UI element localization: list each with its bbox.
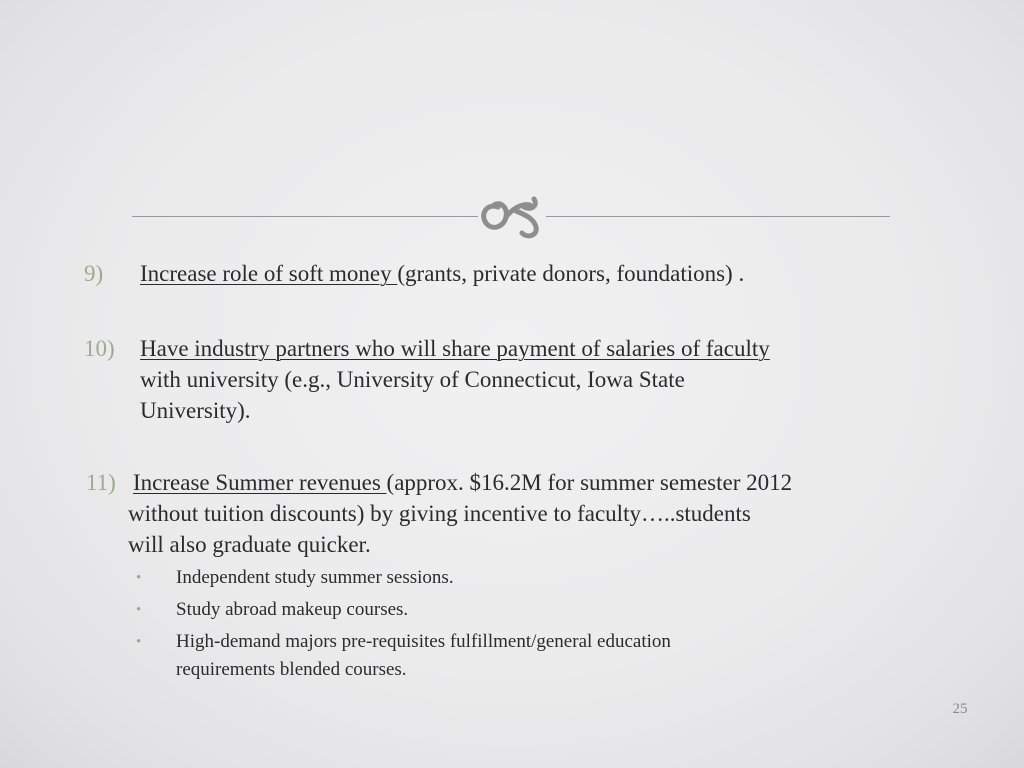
- bullet-icon: •: [136, 570, 142, 586]
- divider-right: [546, 216, 890, 217]
- item-line-3: University).: [140, 398, 251, 423]
- divider-left: [132, 216, 478, 217]
- item-number: 10): [84, 336, 115, 361]
- sub-bullet-text: Independent study summer sessions.: [176, 567, 454, 588]
- item-line-3: will also graduate quicker.: [128, 532, 371, 557]
- underlined-text: Increase Summer revenues: [133, 470, 387, 495]
- item-number: 11): [86, 470, 116, 495]
- item-line-2: without tuition discounts) by giving incentive to faculty…..students: [128, 501, 751, 526]
- item-rest: (approx. $16.2M for summer semester 2012: [386, 470, 793, 495]
- item-line-2: with university (e.g., University of Connecticut, Iowa State: [140, 367, 685, 392]
- underlined-text: Have industry partners who will share payment of salaries of faculty: [140, 336, 770, 361]
- item-rest: (grants, private donors, foundations) .: [397, 261, 745, 286]
- sub-bullet-text: Study abroad makeup courses.: [176, 599, 409, 620]
- item-number: 9): [84, 261, 104, 286]
- page-number: 25: [952, 701, 968, 717]
- sub-bullet-text-line-2: requirements blended courses.: [176, 659, 407, 680]
- fleuron-ornament-icon: [476, 193, 548, 239]
- item-text: [140, 258, 744, 289]
- sub-bullet-text: High-demand majors pre-requisites fulfillment/general education: [176, 631, 671, 652]
- bullet-icon: •: [136, 602, 142, 618]
- item-text: [133, 467, 792, 498]
- underlined-text: Increase role of soft money: [140, 261, 398, 286]
- bullet-icon: •: [136, 634, 142, 650]
